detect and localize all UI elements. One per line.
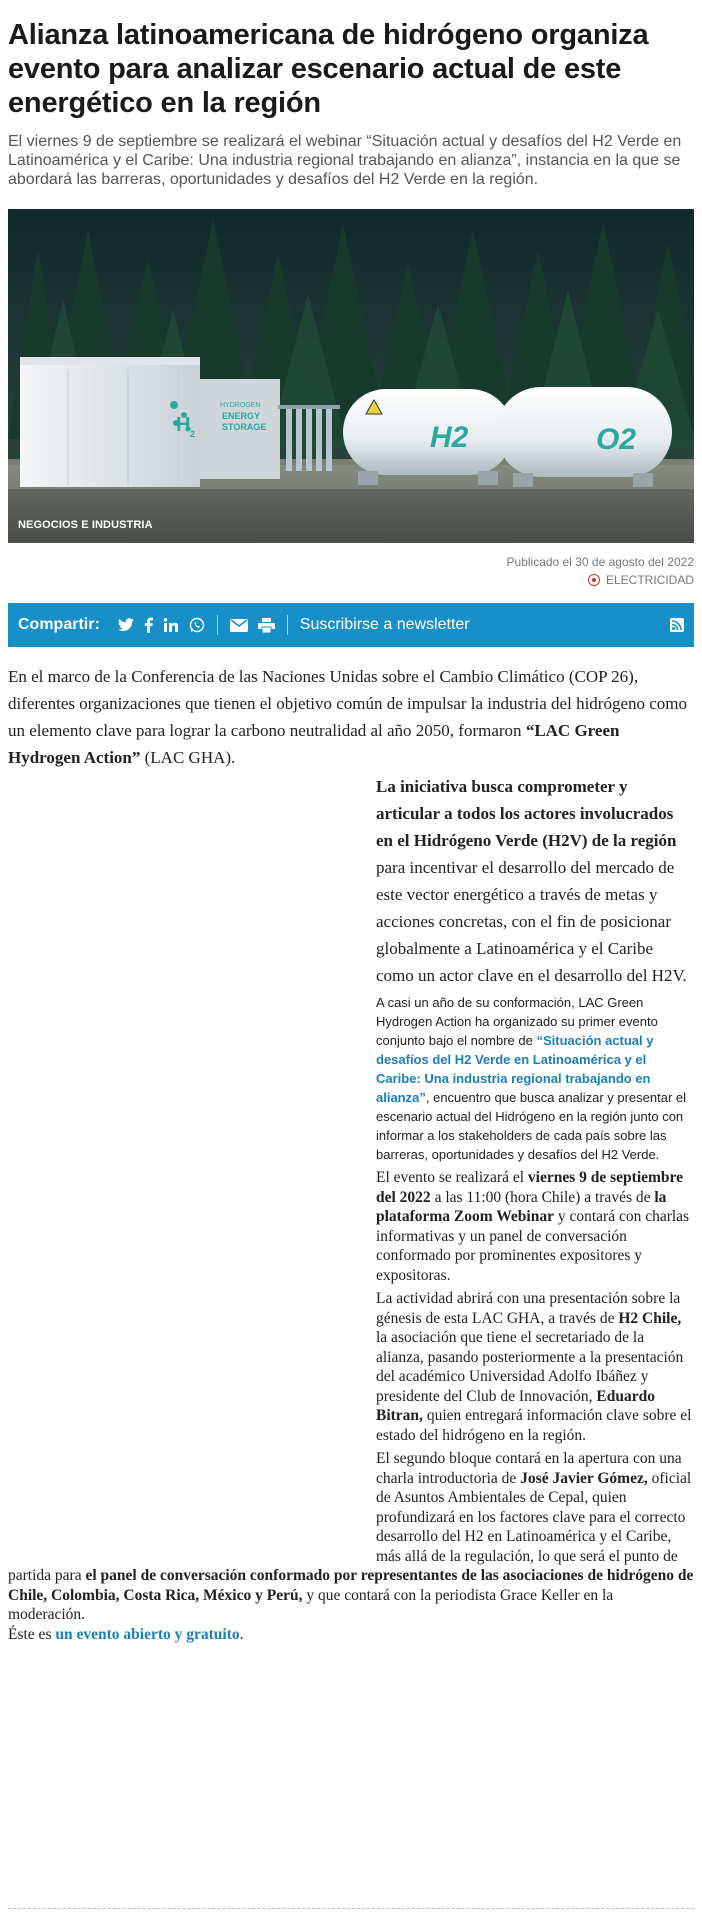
panel-text-a: partida para bbox=[8, 1567, 86, 1584]
rss-icon[interactable] bbox=[670, 618, 684, 632]
image-category-tag[interactable]: NEGOCIOS E INDUSTRIA bbox=[18, 519, 153, 531]
date-text-a: El evento se realizará el bbox=[376, 1169, 528, 1186]
agenda2-text-a: El segundo bloque contará en la apertura con una charla introductoria de bbox=[376, 1450, 682, 1487]
initiative-text: para incentivar el desarrollo del mercado de este vector energético a través de metas y acciones concretas, con el fin de posicionar globalmente a Latinoamérica y el Caribe como un actor clave en el desarrollo del H2V. bbox=[376, 858, 687, 985]
date-text-c: a las 11:00 (hora Chile) a través de bbox=[430, 1188, 655, 1206]
agenda1-text-a: La actividad abrirá con una presentación sobre la génesis de esta LAC GHA, a través de bbox=[376, 1290, 681, 1327]
paragraph-agenda-2 bbox=[376, 1449, 694, 1566]
alliance-name: “LAC Green Hydrogen Action” bbox=[8, 721, 620, 767]
panel-text-end: y que contará con la periodista Grace Keller en la moderación. bbox=[8, 1586, 614, 1623]
twitter-icon[interactable] bbox=[118, 615, 134, 635]
facebook-icon[interactable] bbox=[144, 615, 153, 635]
article-headline: Alianza latinoamericana de hidrógeno organiza evento para analizar escenario actual de este energético en la región bbox=[8, 19, 649, 119]
svg-text:STORAGE: STORAGE bbox=[222, 422, 267, 432]
paragraph-intro bbox=[8, 663, 694, 771]
published-date: Publicado el 30 de agosto del 2022 bbox=[506, 555, 694, 569]
speaker-gomez: José Javier Gómez, bbox=[520, 1469, 648, 1487]
free-text-end: . bbox=[239, 1625, 244, 1643]
paragraph-intro-text: En el marco de la Conferencia de las Naciones Unidas sobre el Cambio Climático (COP 26), diferentes organizaciones que tienen el objetivo común de impulsar la industria del hidrógeno como un elemento clave para lograr la carbono neutralidad al año 2050, formaron bbox=[8, 667, 688, 740]
share-utility-icons bbox=[230, 615, 275, 635]
hero-image bbox=[8, 209, 694, 543]
share-icons bbox=[118, 615, 205, 635]
print-icon[interactable] bbox=[258, 615, 275, 635]
event-intro-text: A casi un año de su conformación, LAC Green Hydrogen Action ha organizado su primer evento conjunto bajo el nombre de bbox=[376, 995, 658, 1048]
event-date: viernes 9 de septiembre del 2022 bbox=[376, 1169, 684, 1206]
svg-text:H: H bbox=[176, 414, 191, 436]
svg-text:ENERGY: ENERGY bbox=[222, 411, 261, 421]
initiative-bold: La iniciativa busca comprometer y articular a todos los actores involucrados en el Hidrógeno Verde (H2V) de la región bbox=[376, 777, 677, 850]
share-bar bbox=[8, 603, 694, 647]
paragraph-panel bbox=[8, 1566, 694, 1625]
paragraph-initiative bbox=[376, 773, 694, 989]
whatsapp-icon[interactable] bbox=[189, 615, 205, 635]
speaker-bitran: Eduardo Bitran, bbox=[376, 1387, 655, 1424]
paragraph-free-event bbox=[8, 1625, 694, 1645]
paragraph-event-date bbox=[376, 1168, 694, 1285]
email-icon[interactable] bbox=[230, 615, 248, 635]
article-body bbox=[8, 663, 694, 1644]
free-text-a: Éste es bbox=[8, 1625, 56, 1643]
panel-bold: el panel de conversación conformado por representantes de las asociaciones de hidrógeno de Chile, Colombia, Costa Rica, México y Perú, bbox=[8, 1567, 694, 1604]
article-dek: El viernes 9 de septiembre se realizará el webinar “Situación actual y desafíos del H2 Verde en Latinoamérica y el Caribe: Una industria regional trabajando en alianza”, instancia en la que se abordará las barreras, oportunidades y desafíos del H2 Verde en la región. bbox=[8, 133, 682, 188]
date-text-e: y contará con charlas informativas y un panel de conversación conformado por prominentes expositores y expositoras. bbox=[376, 1208, 690, 1284]
share-divider-2 bbox=[287, 615, 288, 635]
paragraph-agenda-1 bbox=[376, 1289, 694, 1445]
agenda1-text-e: quien entregará información clave sobre el estado del hidrógeno en la región. bbox=[376, 1407, 692, 1444]
event-intro-end: , encuentro que busca analizar y presentar el escenario actual del Hidrógeno en la región junto con informar a los stakeholders de cada país sobre las barreras, oportunidades y desafíos del H2 Verde. bbox=[376, 1090, 687, 1162]
bottom-divider bbox=[8, 1908, 694, 1909]
svg-text:H2: H2 bbox=[430, 421, 469, 454]
newsletter-link[interactable]: Suscribirse a newsletter bbox=[299, 616, 470, 633]
category-label[interactable]: ELECTRICIDAD bbox=[605, 573, 694, 587]
svg-text:2: 2 bbox=[190, 429, 196, 439]
agenda2-text-c: oficial de Asuntos Ambientales de Cepal, quien profundizará en los factores clave para el correcto desarrollo del H2 en Latinoamérica y el Caribe, más allá de la regulación, lo que será el punto de bbox=[376, 1469, 692, 1565]
agenda1-text-c: la asociación que tiene el secretariado de la alianza, pasando posteriormente a la presentación del académico Universidad Adolfo Ibáñez y presidente del Club de Innovación, bbox=[376, 1329, 684, 1405]
hydrogen-storage-illustration bbox=[8, 209, 694, 543]
svg-text:O2: O2 bbox=[596, 423, 637, 456]
article-meta bbox=[8, 553, 694, 591]
category-icon bbox=[588, 574, 600, 586]
event-platform: la plataforma Zoom Webinar bbox=[376, 1188, 667, 1225]
paragraph-event-intro bbox=[376, 993, 694, 1164]
share-divider bbox=[217, 615, 218, 635]
category-link[interactable] bbox=[588, 571, 694, 589]
speaker-h2chile: H2 Chile, bbox=[618, 1309, 682, 1327]
paragraph-intro-end: (LAC GHA). bbox=[140, 748, 236, 767]
event-title-link[interactable]: “Situación actual y desafíos del H2 Verde en Latinoamérica y el Caribe: Una industria regional trabajando en alianza” bbox=[376, 1033, 654, 1105]
free-event-link[interactable]: un evento abierto y gratuito bbox=[55, 1625, 240, 1643]
share-label: Compartir: bbox=[18, 616, 100, 633]
article bbox=[8, 0, 694, 1644]
linkedin-icon[interactable] bbox=[163, 615, 179, 635]
right-column bbox=[376, 773, 694, 1566]
svg-text:HYDROGEN: HYDROGEN bbox=[220, 402, 261, 409]
